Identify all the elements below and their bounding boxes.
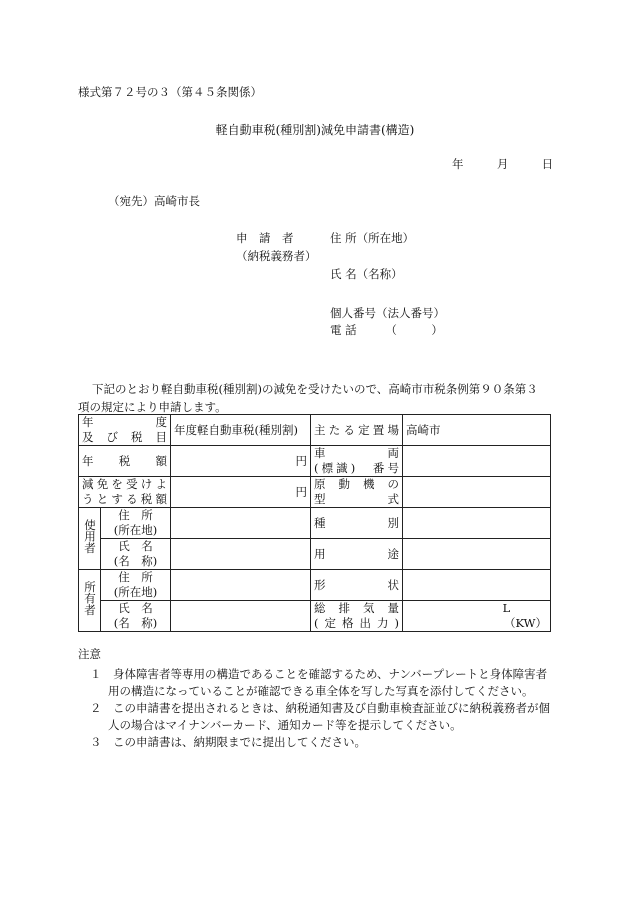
table-row	[79, 539, 551, 570]
table-row	[79, 477, 551, 508]
individual-number-label: 個人番号（法人番号）	[330, 306, 445, 320]
vehicle-number-label: 車 両	[314, 446, 399, 460]
use-field[interactable]	[403, 539, 551, 570]
table-row	[79, 415, 551, 446]
addressee: （宛先）高崎市長	[108, 194, 200, 208]
user-label-text: 使用者	[83, 519, 97, 554]
displacement-label-cell	[311, 601, 403, 632]
owner-name-label: 氏 名	[118, 601, 153, 615]
note-item: １ 身体障害者等専用の構造であることを確認するため、ナンバープレートと身体障害者用の構造になっていることが確認できる車全体を写した写真を添付してください。	[90, 667, 548, 698]
owner-address-field[interactable]	[171, 570, 311, 601]
engine-type-label-cell	[311, 477, 403, 508]
kind-field[interactable]	[403, 508, 551, 539]
notes-heading: 注意	[78, 647, 101, 661]
applicant-address-label: 住 所（所在地）	[330, 231, 415, 245]
owner-name-sublabel: (名 称)	[113, 616, 158, 630]
shape-label: 形 状	[311, 570, 403, 601]
owner-label-text: 所有者	[83, 581, 97, 616]
kw-unit: （KW）	[503, 616, 547, 630]
shape-field[interactable]	[403, 570, 551, 601]
tax-item-label: 及 び 税 目	[82, 430, 167, 444]
user-name-label-cell	[101, 539, 171, 570]
date-day: 日	[541, 157, 554, 171]
date-line	[452, 156, 553, 172]
note-item: ３ この申請書は、納期限までに提出してください。	[90, 735, 366, 749]
fiscal-year-label-cell	[79, 415, 171, 446]
tax-type-cell: 年度軽自動車税(種別割)	[171, 415, 311, 446]
intro-paragraph	[78, 380, 548, 416]
owner-address-sublabel: (所在地)	[113, 585, 158, 599]
user-address-field[interactable]	[171, 508, 311, 539]
exemption-amount-sublabel: うとする税額	[82, 492, 167, 506]
engine-type-label: 原 動 機 の	[314, 477, 399, 491]
user-label	[79, 508, 101, 570]
kind-label: 種 別	[311, 508, 403, 539]
owner-address-label-cell	[101, 570, 171, 601]
tax-amount-label: 年 税 額	[79, 446, 171, 477]
user-name-sublabel: (名 称)	[113, 554, 158, 568]
form-title: 軽自動車税(種別割)減免申請書(構造)	[215, 123, 415, 137]
vehicle-info-table	[78, 414, 551, 632]
owner-name-field[interactable]	[171, 601, 311, 632]
table-row	[79, 446, 551, 477]
rated-output-label: (定格出力)	[314, 616, 399, 630]
user-address-label-cell	[101, 508, 171, 539]
user-address-sublabel: (所在地)	[113, 523, 158, 537]
date-year: 年	[452, 157, 464, 171]
owner-address-label: 住 所	[118, 570, 153, 584]
exemption-amount-label: 減免を受けよ	[82, 477, 167, 491]
liter-unit: L	[502, 601, 511, 615]
yen-unit: 円	[295, 484, 307, 499]
engine-type-field[interactable]	[403, 477, 551, 508]
phone-label: 電 話 （ ）	[330, 323, 443, 337]
user-name-label: 氏 名	[118, 539, 153, 553]
yen-unit: 円	[295, 453, 307, 468]
intro-line-1: 下記のとおり軽自動車税(種別割)の減免を受けたいので、高崎市市税条例第９０条第３	[92, 382, 538, 396]
table-row	[79, 570, 551, 601]
use-label: 用 途	[311, 539, 403, 570]
exemption-amount-label-cell	[79, 477, 171, 508]
form-number: 様式第７２号の３（第４５条関係）	[78, 85, 262, 99]
vehicle-number-label-cell	[311, 446, 403, 477]
table-row	[79, 601, 551, 632]
storage-place-label: 主たる定置場	[311, 415, 403, 446]
storage-place-value: 高崎市	[403, 415, 551, 446]
applicant-name-label: 氏 名（名称）	[330, 267, 403, 281]
exemption-amount-field[interactable]	[171, 477, 311, 508]
date-month: 月	[496, 157, 509, 171]
owner-label	[79, 570, 101, 632]
table-row	[79, 508, 551, 539]
tax-amount-field[interactable]	[171, 446, 311, 477]
note-item: ２ この申請書を提出されるときは、納税通知書及び自動車検査証並びに納税義務者が個人の場合はマイナンバーカード、通知カード等を提示してください。	[90, 701, 550, 732]
user-name-field[interactable]	[171, 539, 311, 570]
engine-type-sublabel: 型 式	[314, 492, 399, 506]
notes-section	[78, 646, 558, 751]
displacement-label: 総 排 気 量	[314, 601, 399, 615]
user-address-label: 住 所	[118, 508, 153, 522]
taxpayer-label: （納税義務者）	[236, 249, 317, 263]
owner-name-label-cell	[101, 601, 171, 632]
displacement-field[interactable]	[403, 601, 551, 632]
vehicle-number-sublabel: (標識) 番号	[314, 461, 399, 475]
intro-line-2: 項の規定により申請します。	[78, 400, 227, 414]
vehicle-number-field[interactable]	[403, 446, 551, 477]
applicant-label: 申 請 者	[236, 231, 294, 245]
fiscal-year-label: 年 度	[82, 415, 167, 429]
